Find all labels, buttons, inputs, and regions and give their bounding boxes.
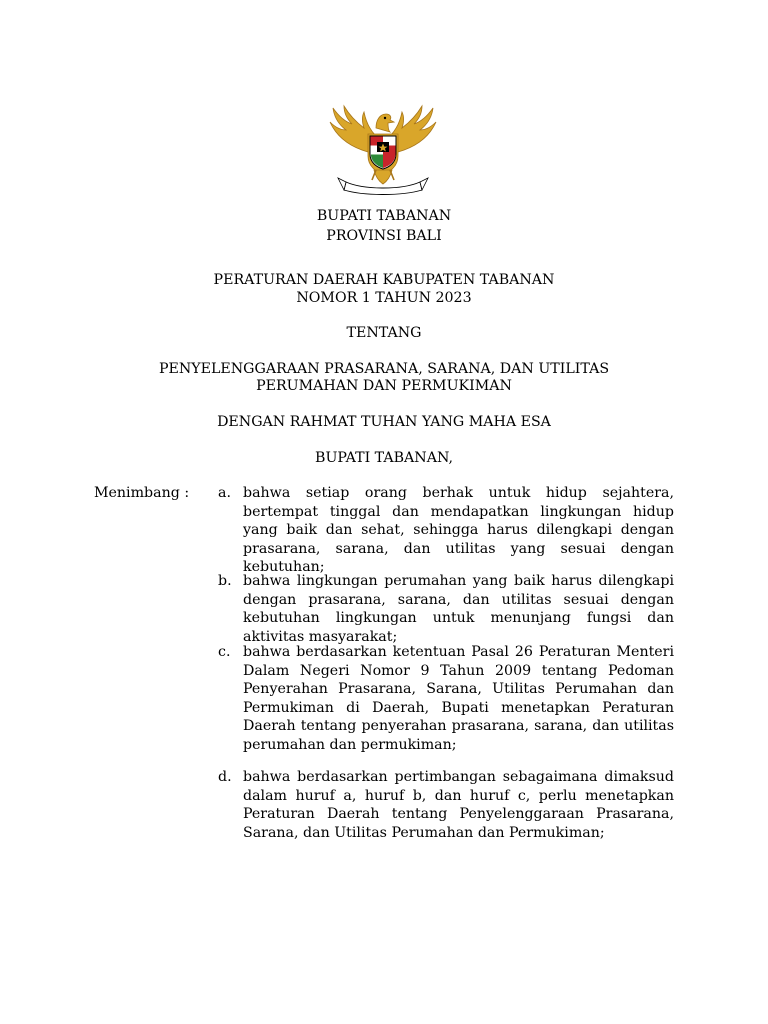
considering-label: Menimbang : [94, 485, 190, 501]
item-letter-d: d. [218, 769, 232, 785]
consideration-item-a [243, 484, 674, 577]
regulation-subject-line2: PERUMAHAN DAN PERMUKIMAN [256, 378, 512, 394]
consideration-text-c: bahwa berdasarkan ketentuan Pasal 26 Peraturan Menteri Dalam Negeri Nomor 9 Tahun 2009 tentang Pedoman Penyerahan Prasarana, Sarana, Utilitas Perumahan dan Permukiman di Daerah, Bupati menetapkan Peraturan Daerah tentang penyerahan prasarana, sarana, dan utilitas perumahan dan permukiman; [243, 644, 674, 753]
about-heading: TENTANG [346, 325, 422, 341]
consideration-text-b: bahwa lingkungan perumahan yang baik harus dilengkapi dengan prasarana, sarana, dan utilitas sesuai dengan kebutuhan lingkungan untuk menunjang fungsi dan aktivitas masyarakat; [243, 573, 674, 645]
province-title: PROVINSI BALI [326, 228, 442, 244]
regulation-title: PERATURAN DAERAH KABUPATEN TABANAN [213, 272, 555, 288]
garuda-icon [324, 104, 442, 196]
grace-statement: DENGAN RAHMAT TUHAN YANG MAHA ESA [217, 414, 551, 430]
regent-title: BUPATI TABANAN [316, 208, 452, 224]
consideration-text-a: bahwa setiap orang berhak untuk hidup sejahtera, bertempat tinggal dan mendapatkan lingkungan hidup yang baik dan sehat, sehingga harus dilengkapi dengan prasarana, sarana, dan utilitas yang sesuai dengan kebutuhan; [243, 485, 674, 576]
regent-heading: BUPATI TABANAN, [315, 450, 453, 466]
regulation-subject-line1: PENYELENGGARAAN PRASARANA, SARANA, DAN UTILITAS [158, 361, 610, 377]
consideration-item-c [243, 643, 674, 755]
item-letter-c: c. [218, 644, 231, 660]
item-letter-a: a. [218, 485, 231, 501]
item-letter-b: b. [218, 573, 232, 589]
consideration-item-d [243, 768, 674, 842]
consideration-text-d: bahwa berdasarkan pertimbangan sebagaimana dimaksud dalam huruf a, huruf b, dan huruf c, perlu menetapkan Peraturan Daerah tentang Penyelenggaraan Prasarana, Sarana, dan Utilitas Perumahan dan Permukiman; [243, 769, 674, 841]
consideration-item-b [243, 572, 674, 646]
regulation-number: NOMOR 1 TAHUN 2023 [296, 290, 472, 306]
garuda-emblem [324, 104, 442, 196]
